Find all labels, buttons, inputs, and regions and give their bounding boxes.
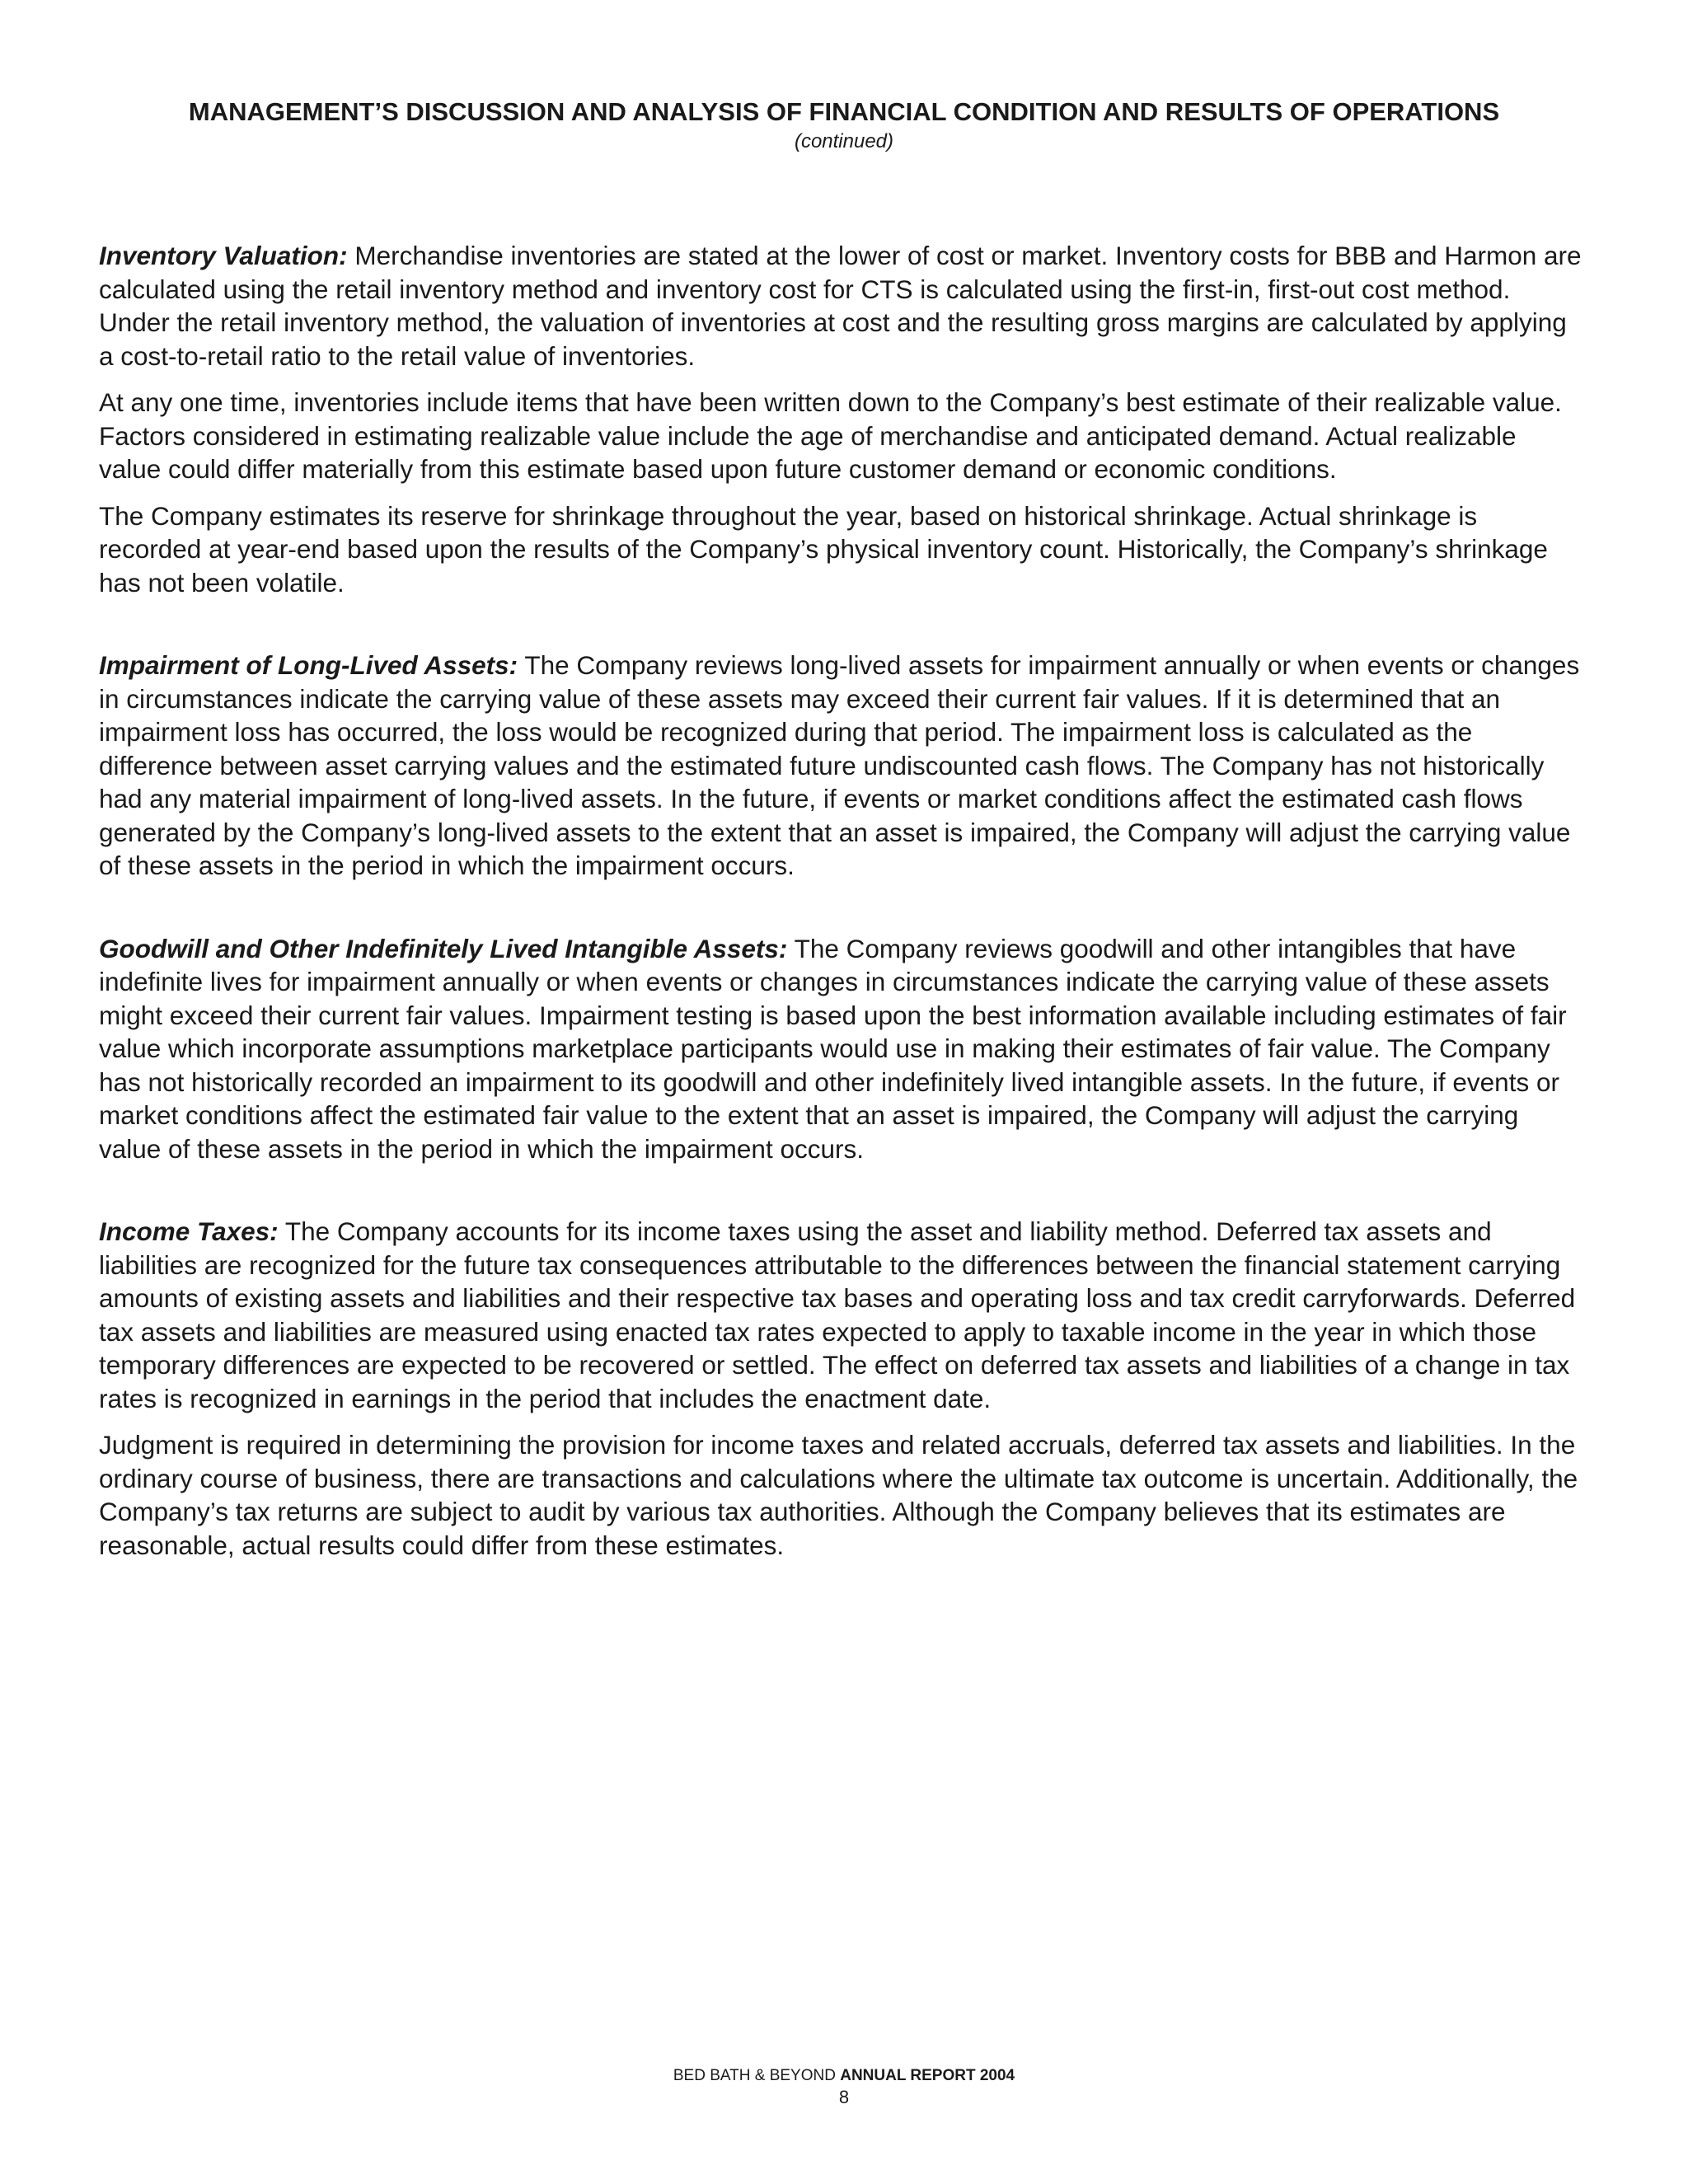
footer-report-title: ANNUAL REPORT 2004 [840,2067,1015,2084]
section-heading: Inventory Valuation: [99,241,348,270]
body-content [99,239,1582,1611]
page-header [0,96,1688,155]
page-footer [0,2065,1688,2108]
paragraph [99,239,1582,373]
paragraph [99,649,1582,883]
section-heading: Impairment of Long-Lived Assets: [99,650,518,680]
paragraph [99,932,1582,1166]
section-heading: Income Taxes: [99,1216,279,1246]
paragraph-text: The Company accounts for its income taxes using the asset and liability method. Deferred tax assets and liabilities are recognized for the future tax consequences attributable to the differences between the financial statement carrying amounts of existing assets and liabilities and their respective tax bases and operating loss and tax credit carryforwards. Deferred tax assets and liabilities are measured using enacted tax rates expected to apply to taxable income in the year in which those temporary differences are expected to be recovered or settled. The effect on deferred tax assets and liabilities of a change in tax rates is recognized in earnings in the period that includes the enactment date. [99,1216,1576,1413]
page-title: MANAGEMENT’S DISCUSSION AND ANALYSIS OF FINANCIAL CONDITION AND RESULTS OF OPERATIONS [188,97,1500,126]
paragraph [99,1215,1582,1415]
section-inventory-valuation [99,239,1582,599]
footer-company: BED BATH & BEYOND [673,2067,841,2084]
section-heading: Goodwill and Other Indefinitely Lived Intangible Assets: [99,933,788,963]
section-impairment-long-lived-assets [99,649,1582,883]
paragraph: At any one time, inventories include items that have been written down to the Company’s best estimate of their realizable value. Factors considered in estimating realizable value include the age of merchandise and anticipated demand. Actual realizable value could differ materially from this estimate based upon future customer demand or economic conditions. [99,387,1562,484]
page-number: 8 [838,2087,850,2107]
section-goodwill [99,932,1582,1166]
paragraph-text: Merchandise inventories are stated at the lower of cost or market. Inventory costs for BBB and Harmon are calculated using the retail inventory method and inventory cost for CTS is calculated using the first-in, first-out cost method. Under the retail inventory method, the valuation of inventories at cost and the resulting gross margins are calculated by applying a cost-to-retail ratio to the retail value of inventories. [99,241,1582,371]
paragraph-text: The Company reviews long-lived assets for impairment annually or when events or changes in circumstances indicate the carrying value of these assets may exceed their current fair values. If it is determined that an impairment loss has occurred, the loss would be recognized during that period. The impairment loss is calculated as the difference between asset carrying values and the estimated future undiscounted cash flows. The Company has not historically had any material impairment of long-lived assets. In the future, if events or market conditions affect the estimated cash flows generated by the Company’s long-lived assets to the extent that an asset is impaired, the Company will adjust the carrying value of these assets in the period in which the impairment occurs. [99,650,1580,880]
paragraph: The Company estimates its reserve for shrinkage throughout the year, based on historical shrinkage. Actual shrinkage is recorded at year-end based upon the results of the Company’s physical inventory count. Historically, the Company’s shrinkage has not been volatile. [99,500,1548,598]
section-income-taxes [99,1215,1582,1562]
paragraph: Judgment is required in determining the provision for income taxes and related accruals, deferred tax assets and liabilities. In the ordinary course of business, there are transactions and calculations where the ultimate tax outcome is uncertain. Additionally, the Company’s tax returns are subject to audit by various tax authorities. Although the Company believes that its estimates are reasonable, actual results could differ from these estimates. [99,1430,1578,1560]
paragraph-text: The Company reviews goodwill and other intangibles that have indefinite lives for impairment annually or when events or changes in circumstances indicate the carrying value of these assets might exceed their current fair values. Impairment testing is based upon the best information available including estimates of fair value which incorporate assumptions marketplace participants would use in making their estimates of fair value. The Company has not historically recorded an impairment to its goodwill and other indefinitely lived intangible assets. In the future, if events or market conditions affect the estimated fair value to the extent that an asset is impaired, the Company will adjust the carrying value of these assets in the period in which the impairment occurs. [99,933,1567,1164]
page-subtitle: (continued) [794,130,894,152]
footer-report-line [0,2065,1688,2087]
